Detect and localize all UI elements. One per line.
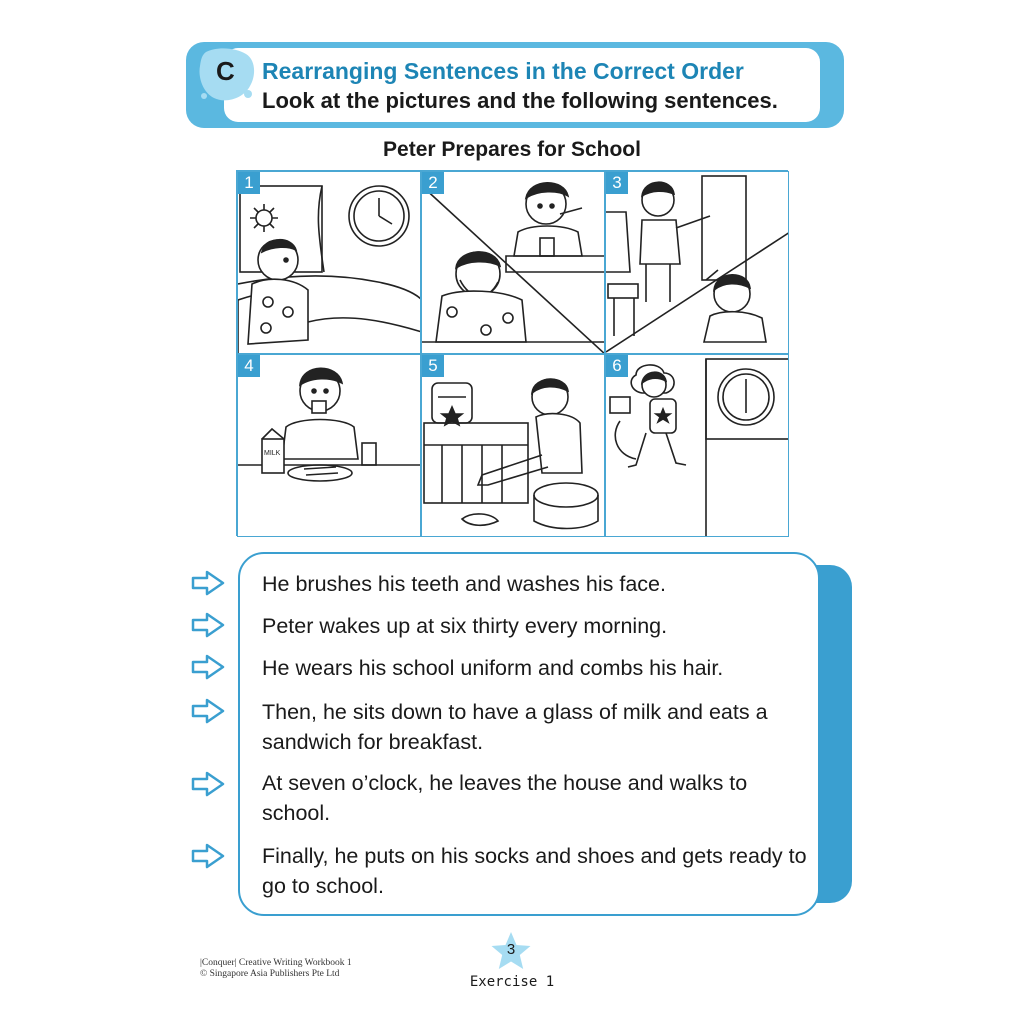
panel-6 (605, 354, 789, 537)
boy-walking-to-school-illustration (606, 355, 789, 537)
panel-number: 4 (238, 355, 260, 377)
picture-grid (236, 170, 788, 536)
copyright: © Singapore Asia Publishers Pte Ltd (200, 969, 340, 979)
arrow-right-icon (190, 697, 226, 725)
arrow-right-icon (190, 770, 226, 798)
sentence-3: He wears his school uniform and combs his hair. (262, 656, 724, 680)
section-letter: C (216, 56, 235, 86)
section-title: Rearranging Sentences in the Correct Order (262, 58, 744, 84)
arrow-right-icon (190, 842, 226, 870)
arrow-right-icon (190, 653, 226, 681)
panel-4 (237, 354, 421, 537)
sentence-6: Finally, he puts on his socks and shoes and gets ready to go to school. (262, 844, 807, 898)
panel-1 (237, 171, 421, 354)
exercise-label: Exercise 1 (469, 974, 555, 990)
boy-putting-on-socks-illustration (422, 355, 605, 537)
boy-eating-breakfast-illustration (238, 355, 421, 537)
arrow-right-icon (190, 611, 226, 639)
panel-3 (605, 171, 789, 354)
sentence-2: Peter wakes up at six thirty every morning. (262, 614, 668, 638)
section-instruction: Look at the pictures and the following sentences. (262, 88, 778, 113)
sentence-1: He brushes his teeth and washes his face. (262, 572, 666, 596)
page-number: 3 (506, 941, 516, 958)
panel-number: 3 (606, 172, 628, 194)
sentence-5: At seven o’clock, he leaves the house and walks to school. (262, 771, 748, 825)
sentence-4: Then, he sits down to have a glass of milk and eats a sandwich for breakfast. (262, 700, 768, 754)
boy-waking-up-illustration (238, 172, 421, 354)
panel-number: 1 (238, 172, 260, 194)
boy-dressing-combing-illustration (606, 172, 789, 354)
arrow-right-icon (190, 569, 226, 597)
story-title: Peter Prepares for School (383, 138, 641, 161)
panel-5 (421, 354, 605, 537)
panel-number: 2 (422, 172, 444, 194)
panel-number: 5 (422, 355, 444, 377)
panel-number: 6 (606, 355, 628, 377)
panel-2 (421, 171, 605, 354)
boy-brushing-teeth-illustration (422, 172, 605, 354)
milk-label: MILK (264, 450, 281, 457)
book-title: |Conquer| Creative Writing Workbook 1 (200, 958, 352, 968)
